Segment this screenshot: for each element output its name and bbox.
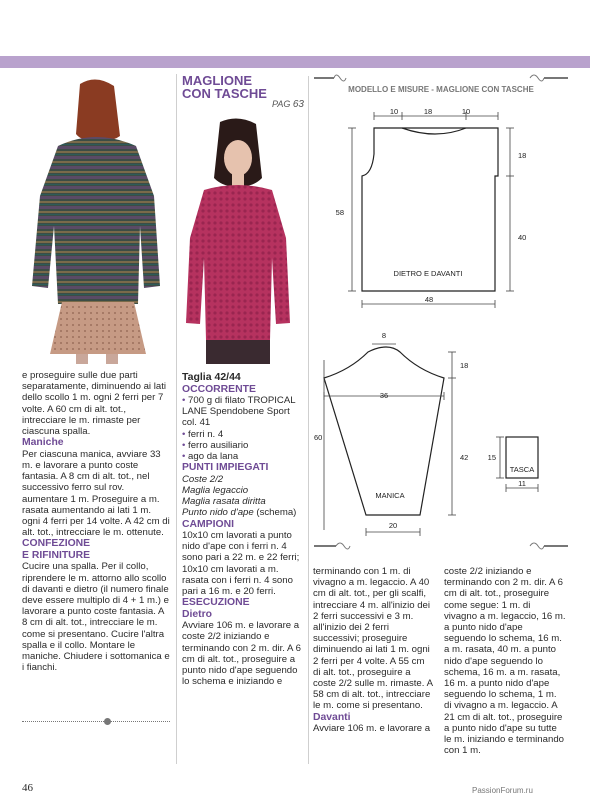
davanti-heading: Davanti [313, 711, 351, 723]
sleeve-pattern-piece [324, 347, 444, 515]
column-2 [182, 372, 304, 687]
campioni-text-2: 10x10 cm lavorati a m. rasata con i ferri n. 4 sono pari a 16 m. e 20 ferri. [182, 563, 293, 598]
pocket-pattern-piece [488, 437, 538, 492]
photo-back-view-sweater [22, 76, 170, 364]
dietro-text: Avviare 106 m. e lavorare a coste 2/2 iniziando e terminando con 2 m. dir. A 6 cm di alt. tot., proseguire a punto nido d'ape seguendo lo schema e iniziando e [182, 620, 301, 688]
occorrente-item: • ferro ausiliario [182, 439, 249, 451]
punti-item: Punto nido d'ape (schema) [182, 507, 297, 519]
maniche-heading: Maniche [22, 437, 64, 449]
title-line-2: CON TASCHE [182, 86, 267, 101]
pocket-label: TASCA [509, 465, 535, 474]
campioni-heading: CAMPIONI [182, 518, 234, 530]
dim-bottom: 48 [424, 295, 434, 304]
dim-right-top: 18 [518, 151, 527, 160]
body-pattern-piece [362, 128, 498, 291]
dim-sleeve-left: 60 [314, 433, 323, 442]
confezione-heading [22, 538, 170, 561]
col4-text: coste 2/2 iniziando e terminando con 2 m. dir. A 6 cm di alt. tot., proseguire come segue: 1 m. di vivagno a m. legaccio, 16 m. a punto nido d'ape seguendo lo schema, 16 m. a m. rasata, 40 m. a punto nido d'ape seguendo lo schema, 16 m. a m. rasata, 16 m. a punto nido d'ape seguendo lo schema, 1 m. di vivagno a m. legaccio. A 21 cm di alt. tot., proseguire a punto nido d'ape su tutte le m. iniziando e terminando con 1 m. [444, 566, 566, 757]
back-view-photo [22, 76, 170, 364]
dotted-divider-left [22, 718, 170, 726]
punti-item: Maglia rasata diritta [182, 496, 266, 508]
taglia: Taglia 42/44 [182, 371, 241, 383]
dim-pocket-width: 11 [518, 479, 526, 488]
dietro-heading: Dietro [182, 608, 213, 620]
confezione-heading-line-2: E RIFINITURE [22, 549, 91, 561]
watermark: PassionForum.ru [472, 786, 533, 795]
dim-sleeve-right-top: 18 [460, 361, 469, 370]
dim-sleeve-right-bottom: 42 [460, 453, 469, 462]
dim-right-bottom: 40 [518, 233, 527, 242]
body-label: DIETRO E DAVANTI [393, 269, 463, 278]
punti-item: Maglia legaccio [182, 484, 249, 496]
photo-front-view-sweater [182, 118, 294, 364]
dim-top-right: 10 [461, 107, 471, 116]
column-4 [444, 566, 566, 756]
size-diagram [310, 70, 572, 562]
dim-pocket-height: 15 [487, 453, 496, 462]
column-separator-2 [308, 76, 309, 764]
column-3 [313, 566, 434, 734]
occorrente-item: • ago da lana [182, 451, 239, 463]
dim-top-mid: 18 [423, 107, 433, 116]
page-number: 46 [22, 782, 33, 794]
davanti-text: Avviare 106 m. e lavorare a [313, 723, 431, 735]
occorrente-item: • ferri n. 4 [182, 428, 224, 440]
esecuzione-heading: ESECUZIONE [182, 597, 250, 609]
campioni-text-1: 10x10 cm lavorati a punto nido d'ape con i ferri n. 4 sono pari a 22 m. e 22 ferri; [182, 530, 300, 564]
page-reference [272, 99, 304, 110]
dim-left: 58 [335, 208, 344, 217]
column-1 [22, 370, 170, 673]
dim-top-left: 10 [389, 107, 399, 116]
occorrente-list [182, 395, 304, 462]
confezione-text: Cucire una spalla. Per il collo, riprendere le m. attorno allo scollo di davanti e dietro (il numero finale deve essere multiplo di 4 + 1 m.) e lavorare a punto coste fantasia. A 8 cm di alt. tot., intrecciare le m. come si presentano. Cucire l'altra spalla e il collo. Montare le maniche. Chiudere i sottomanica e i fianchi. [22, 561, 170, 674]
punti-item: Coste 2/2 [182, 473, 224, 485]
occorrente-item: • 700 g di filato TROPICAL LANE Spendobene Sport col. 41 [182, 395, 296, 429]
col3-text: terminando con 1 m. di vivagno a m. legaccio. A 40 cm di alt. tot., per gli scalfi, intrecciare 4 m. all'inizio dei 2 ferri successivi e 3 m. all'inizio dei 2 ferri successivi; proseguire diminuendo ai lati 1 m. ogni 2 ferri per 4 volte. A 55 cm di alt. tot., proseguire a coste 2/2 sulle m. rimaste. A 58 cm di alt. tot., intrecciare le m. come si presentano. [313, 566, 433, 712]
punti-heading: PUNTI IMPIEGATI [182, 462, 269, 474]
dim-sleeve-top: 8 [381, 331, 387, 340]
dim-sleeve-width: 36 [379, 391, 389, 400]
diagram-title: MODELLO E MISURE - MAGLIONE CON TASCHE [348, 85, 534, 94]
article-title [182, 74, 267, 100]
front-view-photo [182, 118, 294, 364]
occorrente-heading: OCCORRENTE [182, 383, 256, 395]
confezione-heading-line-1: CONFEZIONE [22, 538, 91, 550]
divider-knob [104, 718, 111, 725]
maniche-text: Per ciascuna manica, avviare 33 m. e lavorare a punto coste fantasia. A 8 cm di alt. tot., nel successivo ferro sul rov. aumentare 1 m. Proseguire a m. rasata aumentando ai lati 1 m. ogni 4 ferri per 14 volte. A 42 cm di alt. tot., intrecciare le m. ottenute. [22, 448, 170, 539]
column-separator-1 [176, 74, 177, 764]
pag-number: 63 [292, 99, 304, 110]
title-line-1: MAGLIONE [182, 73, 253, 88]
dim-sleeve-bottom: 20 [388, 521, 398, 530]
sleeve-label: MANICA [375, 491, 405, 500]
col1-paragraph-1: e proseguire sulle due parti separatamente, diminuendo ai lati dello scollo 1 m. ogni 2 ferri per 7 volte. A 60 cm di alt. tot., intrecciare le m. rimaste per ciascuna spalla. [22, 370, 166, 438]
pag-label: PAG [272, 99, 291, 109]
header-color-band [0, 56, 590, 68]
